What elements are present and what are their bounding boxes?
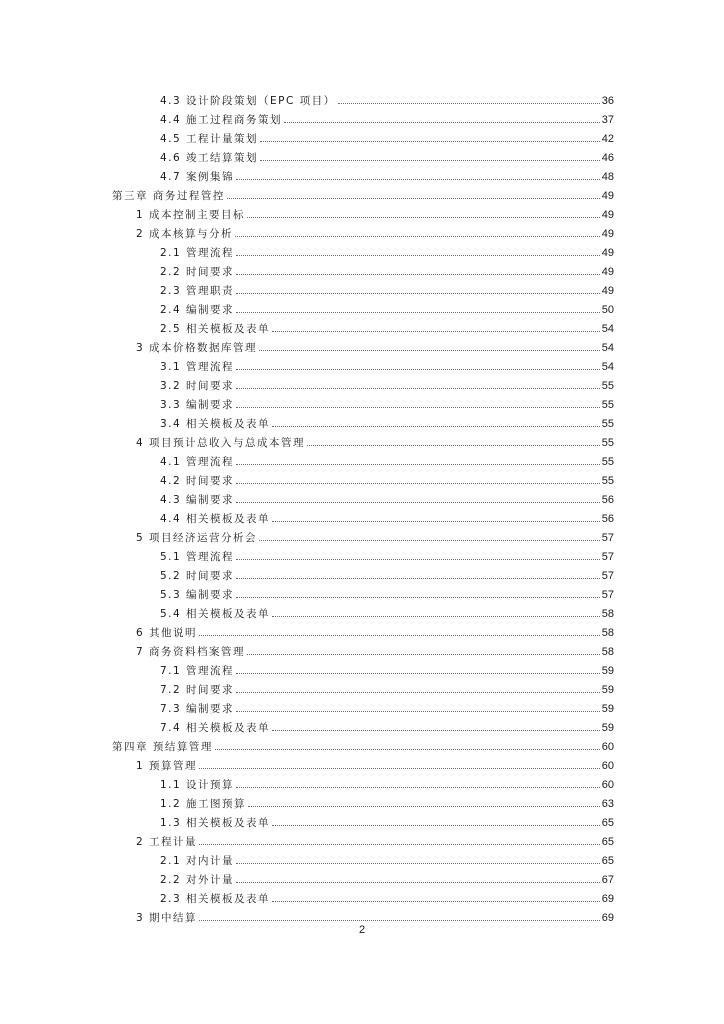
toc-entry-label: 5.2 时间要求 [160,570,235,582]
toc-entry-page: 59 [601,665,614,677]
toc-entry-label: 2 工程计量 [136,836,198,848]
toc-entry-label: 5.1 管理流程 [160,551,235,563]
toc-leader-dots [236,388,600,389]
toc-entry-label: 4.3 编制要求 [160,494,235,506]
toc-entry-label: 2.1 对内计量 [160,855,235,867]
toc-entry[interactable] [160,810,614,829]
toc-entry-label: 3.3 编制要求 [160,399,235,411]
toc-entry-label: 4.6 竣工结算策划 [160,152,259,164]
toc-entry-page: 60 [601,741,614,753]
toc-leader-dots [236,293,600,294]
toc-entry-page: 60 [601,760,614,772]
toc-entry[interactable] [160,468,614,487]
toc-entry-label: 5.4 相关模板及表单 [160,608,271,620]
toc-entry-label: 2.5 相关模板及表单 [160,323,271,335]
toc-entry-label: 1.2 施工图预算 [160,798,247,810]
toc-entry-page: 58 [601,627,614,639]
toc-entry-page: 56 [601,513,614,525]
toc-leader-dots [259,350,600,351]
toc-entry[interactable] [136,620,614,639]
toc-entry-page: 36 [601,95,614,107]
toc-entry-page: 69 [601,912,614,924]
toc-leader-dots [236,863,600,864]
toc-leader-dots [236,407,600,408]
toc-entry-page: 50 [601,304,614,316]
toc-entry-page: 55 [601,380,614,392]
toc-entry-page: 42 [601,133,614,145]
toc-leader-dots [199,768,600,769]
toc-leader-dots [247,217,600,218]
toc-entry[interactable] [160,88,614,107]
toc-entry[interactable] [160,506,614,525]
toc-entry-label: 5 项目经济运营分析会 [136,532,258,544]
toc-entry-page: 65 [601,855,614,867]
toc-entry[interactable] [160,772,614,791]
toc-leader-dots [272,331,600,332]
toc-entry-page: 48 [601,171,614,183]
toc-entry[interactable] [160,696,614,715]
toc-entry-label: 4 项目预计总收入与总成本管理 [136,437,306,449]
toc-entry-page: 65 [601,817,614,829]
toc-leader-dots [236,464,600,465]
toc-entry-label: 7.2 时间要求 [160,684,235,696]
toc-entry[interactable] [160,107,614,126]
toc-entry-label: 4.4 相关模板及表单 [160,513,271,525]
toc-entry[interactable] [136,525,614,544]
toc-entry[interactable] [136,202,614,221]
toc-entry-page: 49 [601,190,614,202]
toc-entry-page: 49 [601,285,614,297]
toc-entry[interactable] [160,240,614,259]
toc-entry-label: 4.1 管理流程 [160,456,235,468]
toc-entry[interactable] [160,867,614,886]
toc-entry-page: 55 [601,399,614,411]
toc-entry-page: 37 [601,114,614,126]
toc-entry-label: 1 预算管理 [136,760,198,772]
toc-entry-label: 1.1 设计预算 [160,779,235,791]
toc-leader-dots [272,901,600,902]
toc-leader-dots [236,882,600,883]
toc-entry-label: 3.1 管理流程 [160,361,235,373]
toc-entry-label: 2.2 时间要求 [160,266,235,278]
toc-entry-page: 57 [601,532,614,544]
toc-entry-label: 4.2 时间要求 [160,475,235,487]
toc-entry[interactable] [136,335,614,354]
toc-entry[interactable] [160,544,614,563]
toc-leader-dots [307,445,600,446]
toc-entry[interactable] [160,316,614,335]
toc-entry[interactable] [160,487,614,506]
toc-entry-page: 59 [601,722,614,734]
toc-entry-label: 7.1 管理流程 [160,665,235,677]
toc-entry-label: 5.3 编制要求 [160,589,235,601]
toc-entry-label: 3 期中结算 [136,912,198,924]
toc-entry-label: 7.3 编制要求 [160,703,235,715]
toc-leader-dots [199,844,600,845]
toc-leader-dots [272,730,600,731]
toc-entry-label: 4.4 施工过程商务策划 [160,114,283,126]
toc-entry-label: 6 其他说明 [136,627,198,639]
toc-leader-dots [247,654,600,655]
toc-entry-page: 60 [601,779,614,791]
toc-entry-label: 4.7 案例集锦 [160,171,235,183]
toc-entry[interactable] [160,145,614,164]
toc-entry[interactable] [160,278,614,297]
toc-leader-dots [272,825,600,826]
toc-entry-page: 58 [601,646,614,658]
toc-entry-page: 55 [601,418,614,430]
toc-leader-dots [259,540,600,541]
toc-leader-dots [236,369,600,370]
toc-leader-dots [199,920,600,921]
toc-entry-page: 56 [601,494,614,506]
toc-leader-dots [284,122,600,123]
toc-entry[interactable] [112,734,614,753]
toc-entry-label: 2.4 编制要求 [160,304,235,316]
toc-entry-page: 57 [601,589,614,601]
toc-leader-dots [236,483,600,484]
toc-entry-label: 4.5 工程计量策划 [160,133,259,145]
toc-entry[interactable] [160,601,614,620]
toc-entry-label: 1.3 相关模板及表单 [160,817,271,829]
toc-leader-dots [260,141,600,142]
toc-entry-label: 第三章 商务过程管控 [112,190,225,202]
toc-entry[interactable] [160,259,614,278]
toc-leader-dots [236,312,600,313]
toc-entry-page: 55 [601,456,614,468]
toc-entry[interactable] [160,126,614,145]
toc-entry-label: 4.3 设计阶段策划（EPC 项目） [160,95,336,107]
toc-entry-page: 57 [601,551,614,563]
toc-entry-page: 65 [601,836,614,848]
toc-entry-page: 55 [601,475,614,487]
toc-entry-label: 1 成本控制主要目标 [136,209,246,221]
toc-entry[interactable] [136,753,614,772]
toc-leader-dots [272,616,600,617]
toc-entry[interactable] [160,715,614,734]
toc-leader-dots [199,635,600,636]
toc-leader-dots [227,198,600,199]
toc-entry[interactable] [160,677,614,696]
toc-entry[interactable] [160,658,614,677]
toc-entry-page: 46 [601,152,614,164]
toc-entry[interactable] [136,639,614,658]
toc-entry-page: 49 [601,209,614,221]
toc-leader-dots [236,673,600,674]
toc-leader-dots [236,578,600,579]
page-number: 2 [358,924,366,936]
toc-leader-dots [236,179,600,180]
toc-entry[interactable] [160,449,614,468]
toc-entry-label: 2 成本核算与分析 [136,228,234,240]
toc-leader-dots [236,597,600,598]
toc-entry[interactable] [160,791,614,810]
toc-entry-page: 54 [601,342,614,354]
toc-entry-page: 55 [601,437,614,449]
toc-entry-page: 58 [601,608,614,620]
toc-entry[interactable] [160,354,614,373]
toc-leader-dots [236,692,600,693]
toc-entry-page: 59 [601,684,614,696]
toc-entry-label: 第四章 预结算管理 [112,741,213,753]
toc-leader-dots [272,426,600,427]
toc-entry[interactable] [160,582,614,601]
toc-entry[interactable] [136,221,614,240]
toc-entry-label: 7 商务资料档案管理 [136,646,246,658]
toc-entry[interactable] [160,392,614,411]
toc-entry-page: 67 [601,874,614,886]
toc-entry-page: 49 [601,247,614,259]
toc-entry-page: 63 [601,798,614,810]
toc-entry-page: 59 [601,703,614,715]
toc-entry[interactable] [160,886,614,905]
toc-entry-page: 57 [601,570,614,582]
toc-entry-label: 2.1 管理流程 [160,247,235,259]
toc-entry-label: 3 成本价格数据库管理 [136,342,258,354]
toc-entry-label: 2.3 管理职责 [160,285,235,297]
toc-entry-page: 49 [601,266,614,278]
toc-entry[interactable] [112,183,614,202]
toc-entry[interactable] [160,297,614,316]
toc-entry-label: 7.4 相关模板及表单 [160,722,271,734]
toc-leader-dots [338,103,600,104]
toc-entry[interactable] [136,905,614,924]
toc-leader-dots [215,749,600,750]
toc-entry-label: 3.4 相关模板及表单 [160,418,271,430]
toc-entry[interactable] [160,411,614,430]
toc-leader-dots [236,559,600,560]
toc-leader-dots [236,787,600,788]
toc-entry-page: 54 [601,361,614,373]
toc-leader-dots [260,160,600,161]
toc-leader-dots [248,806,600,807]
toc-leader-dots [236,255,600,256]
toc-entry-page: 54 [601,323,614,335]
toc-entry-label: 3.2 时间要求 [160,380,235,392]
toc-entry[interactable] [160,848,614,867]
toc-leader-dots [236,711,600,712]
toc-leader-dots [235,236,600,237]
toc-entry[interactable] [136,829,614,848]
toc-entry[interactable] [136,430,614,449]
toc-entry-label: 2.2 对外计量 [160,874,235,886]
toc-entry-label: 2.3 相关模板及表单 [160,893,271,905]
toc-leader-dots [236,502,600,503]
toc-entry-page: 69 [601,893,614,905]
toc-leader-dots [236,274,600,275]
toc-entry[interactable] [160,563,614,582]
toc-entry[interactable] [160,373,614,392]
toc-entry-page: 49 [601,228,614,240]
toc-entry[interactable] [160,164,614,183]
toc-leader-dots [272,521,600,522]
